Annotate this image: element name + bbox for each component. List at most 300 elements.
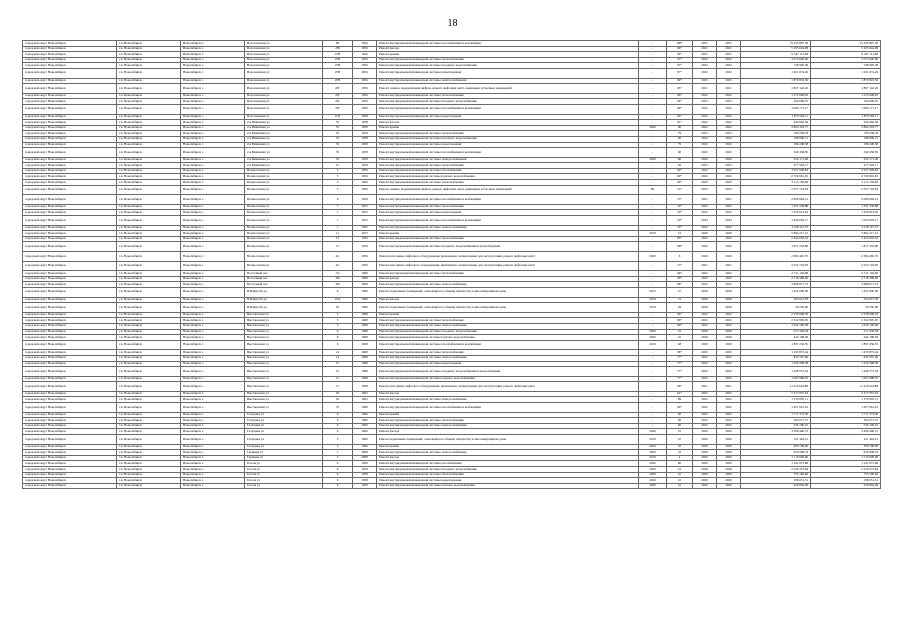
cell-build-year: 1960 bbox=[353, 435, 377, 445]
cell-finish-year: 2020 bbox=[717, 450, 741, 456]
cell-cost-fund: 300 708,00 bbox=[811, 444, 881, 450]
table-row bbox=[23, 382, 881, 392]
cell-street: Выставочная ул bbox=[245, 340, 323, 350]
cell-cost-fund: 536 190,01 bbox=[811, 423, 881, 429]
cell-cost-fund: 1 879 565,11 bbox=[811, 114, 881, 120]
cell-locality: Новосибирск г. bbox=[181, 329, 245, 335]
cell-finish-year: 2022 bbox=[717, 271, 741, 277]
cell-municipality: городской округ Новосибирск bbox=[23, 157, 117, 163]
cell-build-year: 1956 bbox=[353, 185, 377, 195]
cell-wear-percent: 96* bbox=[667, 52, 693, 58]
cell-house-number: 6 bbox=[323, 195, 353, 205]
cell-settlement: г.п. Новосибирск bbox=[117, 287, 181, 297]
cell-wear-percent: 60* bbox=[667, 168, 693, 174]
cell-cost-total: 2 454 045,52 bbox=[741, 236, 811, 242]
cell-cost-fund: 1 422 000,00 bbox=[811, 287, 881, 297]
cell-work-type: Ремонт внутридомовой инженерной системы газоснабжения и вентиляции bbox=[377, 104, 639, 114]
cell-municipality: городской округ Новосибирск bbox=[23, 271, 117, 277]
cell-settlement: г.п. Новосибирск bbox=[117, 57, 181, 63]
cell-cost-total: 1 570 087,11 bbox=[741, 397, 811, 403]
cell-finish-year: 2020 bbox=[717, 455, 741, 461]
cell-cost-fund: 1 201 674,26 bbox=[811, 68, 881, 78]
cell-work-type: Ремонт подвальных помещений, относящихся к общему имуществу в многоквартирном доме bbox=[377, 303, 639, 313]
cell-house-number: 6 bbox=[323, 329, 353, 335]
cell-finish-year: 2022 bbox=[717, 423, 741, 429]
cell-cost-total: 1 710 000,00 bbox=[741, 455, 811, 461]
cell-plan-year: 2020 bbox=[693, 472, 717, 478]
cell-build-year: 1968 bbox=[353, 403, 377, 413]
cell-wear-percent: 77* bbox=[667, 361, 693, 367]
cell-street: Н.Ванцетти ул bbox=[245, 297, 323, 303]
cell-cost-total: 1 341 873,68 bbox=[741, 461, 811, 467]
cell-locality: Новосибирск г. bbox=[181, 444, 245, 450]
cell-cost-fund: 11 419 624,88 bbox=[811, 382, 881, 392]
cell-plan-year: 2022 bbox=[693, 423, 717, 429]
cell-locality: Новосибирск г. bbox=[181, 478, 245, 484]
cell-finish-year: 2020 bbox=[717, 467, 741, 473]
cell-cost-total: 2 711 102,08 bbox=[741, 271, 811, 277]
cell-wear-percent: 60* bbox=[667, 180, 693, 186]
cell-work-type: Ремонт внутридомовой инженерной системы холодного водоснабжения bbox=[377, 467, 639, 473]
cell-wear-percent: 99* bbox=[667, 78, 693, 84]
cell-locality: Новосибирск г. bbox=[181, 120, 245, 126]
table-row bbox=[23, 340, 881, 350]
cell-work-type: Ремонт или замена лифтового оборудования, признанного непригодным для эксплуатации, ремонт лифтовых шахт bbox=[377, 261, 639, 271]
cell-house-number: 5 bbox=[323, 185, 353, 195]
cell-street: Вознесенская ул bbox=[245, 168, 323, 174]
table-row bbox=[23, 403, 881, 413]
cell-last-repair-year: - bbox=[639, 174, 667, 180]
cell-locality: Новосибирск г. bbox=[181, 335, 245, 341]
cell-finish-year: 2023 bbox=[717, 216, 741, 226]
cell-locality: Новосибирск г. bbox=[181, 252, 245, 262]
cell-plan-year: 2022 bbox=[693, 93, 717, 99]
cell-last-repair-year: - bbox=[639, 382, 667, 392]
cell-plan-year: 2020 bbox=[693, 252, 717, 262]
cell-work-type: Ремонт внутридомовой инженерной системы холодного водоснабжения и водоотведения bbox=[377, 242, 639, 252]
table-row bbox=[23, 435, 881, 445]
cell-wear-percent: 77* bbox=[667, 367, 693, 377]
cell-last-repair-year: 2020 bbox=[639, 450, 667, 456]
cell-finish-year: 2023 bbox=[717, 78, 741, 84]
cell-build-year: 1956 bbox=[353, 68, 377, 78]
cell-cost-total: 832 567,66 bbox=[741, 355, 811, 361]
cell-wear-percent: 15* bbox=[667, 261, 693, 271]
cell-cost-total: 504 013,78 bbox=[741, 297, 811, 303]
cell-municipality: городской округ Новосибирск bbox=[23, 355, 117, 361]
cell-wear-percent: 79 bbox=[667, 131, 693, 137]
cell-locality: Новосибирск г. bbox=[181, 78, 245, 84]
cell-last-repair-year: - bbox=[639, 104, 667, 114]
cell-cost-total: 1 359 914,95 bbox=[741, 210, 811, 216]
cell-work-type: Ремонт или замена лифтового оборудования, признанного непригодным для эксплуатации, ремонт лифтовых шахт bbox=[377, 252, 639, 262]
cell-cost-total: 708 258,78 bbox=[741, 131, 811, 137]
cell-work-type: Ремонт фасада bbox=[377, 276, 639, 282]
cell-street: Выставочная ул bbox=[245, 361, 323, 367]
cell-street: Выставочная ул bbox=[245, 323, 323, 329]
cell-cost-fund: 229 064,09 bbox=[811, 483, 881, 489]
cell-plan-year: 2020 bbox=[693, 231, 717, 237]
cell-municipality: городской округ Новосибирск bbox=[23, 180, 117, 186]
cell-street: 2-я Вишневая ул bbox=[245, 157, 323, 163]
cell-settlement: г.п. Новосибирск bbox=[117, 236, 181, 242]
cell-cost-fund: 3 573 640,66 bbox=[811, 57, 881, 63]
cell-last-repair-year: - bbox=[639, 63, 667, 69]
cell-settlement: г.п. Новосибирск bbox=[117, 131, 181, 137]
cell-plan-year: 2020 bbox=[693, 467, 717, 473]
cell-plan-year: 2022 bbox=[693, 210, 717, 216]
cell-municipality: городской округ Новосибирск bbox=[23, 329, 117, 335]
cell-wear-percent: 160* bbox=[667, 41, 693, 47]
cell-municipality: городской округ Новосибирск bbox=[23, 340, 117, 350]
cell-municipality: городской округ Новосибирск bbox=[23, 287, 117, 297]
cell-cost-total: 1 457 061,01 bbox=[741, 403, 811, 413]
cell-house-number: 5 bbox=[323, 435, 353, 445]
cell-house-number: 47В bbox=[323, 63, 353, 69]
cell-locality: Новосибирск г. bbox=[181, 397, 245, 403]
cell-last-repair-year: - bbox=[639, 242, 667, 252]
cell-cost-fund: 121 463,21 bbox=[811, 435, 881, 445]
cell-plan-year: 2020 bbox=[693, 297, 717, 303]
cell-work-type: Ремонт внутридомовой инженерной системы газоснабжения и вентиляции bbox=[377, 195, 639, 205]
cell-house-number: 55 bbox=[323, 142, 353, 148]
cell-work-type: Ремонт, замена, модернизация лифтов, ремонт лифтовых шахт, машинных и блочных помещений bbox=[377, 84, 639, 94]
cell-municipality: городской округ Новосибирск bbox=[23, 195, 117, 205]
cell-plan-year: 2020 bbox=[693, 329, 717, 335]
cell-last-repair-year: 2020 bbox=[639, 335, 667, 341]
cell-work-type: Ремонт внутридомовой инженерной системы электроснабжения bbox=[377, 282, 639, 288]
cell-work-type: Ремонт внутридомовой инженерной системы горячего водоснабжения bbox=[377, 174, 639, 180]
cell-wear-percent: 60 bbox=[667, 423, 693, 429]
cell-finish-year: 2022 bbox=[717, 361, 741, 367]
cell-municipality: городской округ Новосибирск bbox=[23, 57, 117, 63]
cell-wear-percent: 85* bbox=[667, 236, 693, 242]
cell-last-repair-year: - bbox=[639, 350, 667, 356]
table-row bbox=[23, 185, 881, 195]
cell-work-type: Ремонт внутридомовой инженерной системы горячего водоснабжения bbox=[377, 335, 639, 341]
cell-work-type: Ремонт крыши bbox=[377, 412, 639, 418]
cell-work-type: Ремонт внутридомовой инженерной системы теплоснабжения bbox=[377, 57, 639, 63]
cell-municipality: городской округ Новосибирск bbox=[23, 455, 117, 461]
cell-locality: Новосибирск г. bbox=[181, 435, 245, 445]
cell-finish-year: 2022 bbox=[717, 403, 741, 413]
cell-cost-fund: 59 250,00 bbox=[811, 303, 881, 313]
cell-street: Вознесенская ул bbox=[245, 242, 323, 252]
cell-work-type: Ремонт внутридомовой инженерной системы водоотведения bbox=[377, 210, 639, 216]
cell-cost-fund: 1 351 558,88 bbox=[811, 204, 881, 210]
cell-cost-fund: 1 233 873,44 bbox=[811, 350, 881, 356]
cell-municipality: городской округ Новосибирск bbox=[23, 467, 117, 473]
cell-wear-percent: 10 bbox=[667, 478, 693, 484]
cell-finish-year: 2022 bbox=[717, 242, 741, 252]
cell-build-year: 1958 bbox=[353, 120, 377, 126]
cell-house-number: 9 bbox=[323, 472, 353, 478]
cell-locality: Новосибирск г. bbox=[181, 467, 245, 473]
cell-house-number: 47В bbox=[323, 52, 353, 58]
cell-house-number: 3 bbox=[323, 174, 353, 180]
cell-house-number: 8 bbox=[323, 287, 353, 297]
cell-house-number: 55 bbox=[323, 120, 353, 126]
cell-last-repair-year: - bbox=[639, 261, 667, 271]
cell-finish-year: 2022 bbox=[717, 63, 741, 69]
cell-plan-year: 2023 bbox=[693, 216, 717, 226]
cell-municipality: городской округ Новосибирск bbox=[23, 350, 117, 356]
cell-cost-total: 630 908,53 bbox=[741, 450, 811, 456]
cell-plan-year: 2022 bbox=[693, 225, 717, 231]
cell-municipality: городской округ Новосибирск bbox=[23, 148, 117, 158]
cell-work-type: Ремонт внутридомовой инженерной системы теплоснабжения bbox=[377, 271, 639, 277]
cell-last-repair-year: - bbox=[639, 376, 667, 382]
cell-settlement: г.п. Новосибирск bbox=[117, 252, 181, 262]
cell-settlement: г.п. Новосибирск bbox=[117, 52, 181, 58]
cell-municipality: городской округ Новосибирск bbox=[23, 444, 117, 450]
cell-cost-total: 1 879 565,11 bbox=[741, 114, 811, 120]
cell-finish-year: 2022 bbox=[717, 148, 741, 158]
cell-build-year: 1960 bbox=[353, 423, 377, 429]
cell-wear-percent: 96* bbox=[667, 323, 693, 329]
cell-build-year: 1956 bbox=[353, 236, 377, 242]
cell-wear-percent: 99* bbox=[667, 104, 693, 114]
cell-municipality: городской округ Новосибирск bbox=[23, 63, 117, 69]
cell-cost-fund: 1 359 914,95 bbox=[811, 210, 881, 216]
cell-work-type: Ремонт внутридомовой инженерной системы горячего водоснабжения bbox=[377, 483, 639, 489]
cell-build-year: 1956 bbox=[353, 57, 377, 63]
cell-finish-year: 2022 bbox=[717, 350, 741, 356]
cell-last-repair-year: - bbox=[639, 323, 667, 329]
cell-house-number: 15 bbox=[323, 236, 353, 242]
cell-work-type: Ремонт или замена лифтового оборудования, признанного непригодным для эксплуатации, ремонт лифтовых шахт bbox=[377, 382, 639, 392]
cell-street: Восточный пос bbox=[245, 282, 323, 288]
cell-build-year: 1960 bbox=[353, 444, 377, 450]
cell-work-type: Ремонт внутридомовой инженерной системы водоотведения bbox=[377, 361, 639, 367]
cell-cost-fund: 6 769 991,65 bbox=[811, 174, 881, 180]
cell-build-year: 1968 bbox=[353, 323, 377, 329]
cell-cost-fund: 3 688 671,73 bbox=[811, 282, 881, 288]
cell-last-repair-year: 2019 bbox=[639, 297, 667, 303]
cell-cost-total: 2 068 904,12 bbox=[741, 195, 811, 205]
cell-locality: Новосибирск г. bbox=[181, 231, 245, 237]
cell-build-year: 1958 bbox=[353, 478, 377, 484]
cell-wear-percent: 60 bbox=[667, 148, 693, 158]
cell-build-year: 1956 bbox=[353, 242, 377, 252]
cell-work-type: Ремонт внутридомовой инженерной системы газоснабжения и вентиляции bbox=[377, 148, 639, 158]
cell-last-repair-year: - bbox=[639, 318, 667, 324]
cell-wear-percent: 47 bbox=[667, 287, 693, 297]
cell-work-type: Ремонт внутридомовой инженерной системы теплоснабжения bbox=[377, 204, 639, 210]
cell-build-year: 1968 bbox=[353, 329, 377, 335]
cell-municipality: городской округ Новосибирск bbox=[23, 429, 117, 435]
cell-build-year: 1968 bbox=[353, 340, 377, 350]
cell-locality: Новосибирск г. bbox=[181, 57, 245, 63]
cell-locality: Новосибирск г. bbox=[181, 318, 245, 324]
cell-build-year: 1958 bbox=[353, 148, 377, 158]
cell-municipality: городской округ Новосибирск bbox=[23, 412, 117, 418]
cell-last-repair-year: - bbox=[639, 114, 667, 120]
cell-locality: Новосибирск г. bbox=[181, 391, 245, 397]
cell-finish-year: 2021 bbox=[717, 261, 741, 271]
cell-last-repair-year: 2020 bbox=[639, 444, 667, 450]
table-body bbox=[23, 41, 881, 489]
cell-street: Волочаевская ул bbox=[245, 63, 323, 69]
cell-settlement: г.п. Новосибирск bbox=[117, 63, 181, 69]
cell-settlement: г.п. Новосибирск bbox=[117, 271, 181, 277]
cell-settlement: г.п. Новосибирск bbox=[117, 168, 181, 174]
cell-plan-year: 2022 bbox=[693, 312, 717, 318]
cell-municipality: городской округ Новосибирск bbox=[23, 236, 117, 242]
cell-cost-total: 2 718 368,00 bbox=[741, 276, 811, 282]
cell-work-type: Ремонт крыши bbox=[377, 231, 639, 237]
cell-work-type: Ремонт внутридомовой инженерной системы водоотведения bbox=[377, 68, 639, 78]
cell-cost-total: 442 198,49 bbox=[741, 335, 811, 341]
cell-street: Галущака ул bbox=[245, 412, 323, 418]
cell-work-type: Ремонт фасада bbox=[377, 46, 639, 52]
cell-plan-year: 2022 bbox=[693, 418, 717, 424]
cell-house-number: 9 bbox=[323, 423, 353, 429]
cell-municipality: городской округ Новосибирск bbox=[23, 41, 117, 47]
cell-street: Вознесенская ул bbox=[245, 216, 323, 226]
cell-settlement: г.п. Новосибирск bbox=[117, 210, 181, 216]
cell-locality: Новосибирск г. bbox=[181, 455, 245, 461]
cell-house-number: 27 bbox=[323, 163, 353, 169]
cell-finish-year: 2021 bbox=[717, 46, 741, 52]
cell-build-year: 1958 bbox=[353, 142, 377, 148]
cell-last-repair-year: - bbox=[639, 142, 667, 148]
cell-settlement: г.п. Новосибирск bbox=[117, 429, 181, 435]
cell-house-number: 18а bbox=[323, 276, 353, 282]
cell-street: Вознесенская ул bbox=[245, 180, 323, 186]
cell-last-repair-year: - bbox=[639, 355, 667, 361]
cell-house-number: 10/4 bbox=[323, 297, 353, 303]
cell-house-number: 9 bbox=[323, 412, 353, 418]
cell-street: Волочаевская ул bbox=[245, 84, 323, 94]
cell-cost-fund: 198 696,71 bbox=[811, 136, 881, 142]
cell-street: Выставочная ул bbox=[245, 329, 323, 335]
cell-municipality: городской округ Новосибирск bbox=[23, 142, 117, 148]
cell-municipality: городской округ Новосибирск bbox=[23, 323, 117, 329]
cell-municipality: городской округ Новосибирск bbox=[23, 68, 117, 78]
cell-municipality: городской округ Новосибирск bbox=[23, 104, 117, 114]
cell-finish-year: 2022 bbox=[717, 104, 741, 114]
cell-plan-year: 2021 bbox=[693, 382, 717, 392]
cell-cost-total: 1 807 142,26 bbox=[741, 84, 811, 94]
cell-last-repair-year: 2020 bbox=[639, 252, 667, 262]
cell-cost-fund: 630 908,53 bbox=[811, 450, 881, 456]
cell-last-repair-year: - bbox=[639, 99, 667, 105]
cell-build-year: 1956 bbox=[353, 93, 377, 99]
cell-settlement: г.п. Новосибирск bbox=[117, 367, 181, 377]
cell-plan-year: 2022 bbox=[693, 136, 717, 142]
cell-finish-year: 2022 bbox=[717, 93, 741, 99]
cell-municipality: городской округ Новосибирск bbox=[23, 93, 117, 99]
cell-house-number: 4/1 bbox=[323, 261, 353, 271]
cell-build-year: 1958 bbox=[353, 461, 377, 467]
cell-cost-fund: 2 711 102,08 bbox=[811, 271, 881, 277]
cell-finish-year: 2022 bbox=[717, 236, 741, 242]
cell-finish-year: 2020 bbox=[717, 303, 741, 313]
cell-finish-year: 2021 bbox=[717, 41, 741, 47]
cell-house-number: 7 bbox=[323, 210, 353, 216]
cell-work-type: Ремонт внутридомовой инженерной системы холодного водоснабжения bbox=[377, 63, 639, 69]
cell-last-repair-year: - bbox=[639, 163, 667, 169]
cell-house-number: 20 bbox=[323, 303, 353, 313]
cell-wear-percent: 2 bbox=[667, 455, 693, 461]
cell-plan-year: 2020 bbox=[693, 340, 717, 350]
cell-settlement: г.п. Новосибирск bbox=[117, 142, 181, 148]
cell-finish-year: 2020 bbox=[717, 287, 741, 297]
cell-cost-total: 1 422 000,00 bbox=[741, 287, 811, 297]
cell-build-year: 1956 bbox=[353, 41, 377, 47]
cell-settlement: г.п. Новосибирск bbox=[117, 136, 181, 142]
cell-cost-total: 434 992,36 bbox=[741, 120, 811, 126]
cell-last-repair-year: - bbox=[639, 78, 667, 84]
cell-settlement: г.п. Новосибирск bbox=[117, 418, 181, 424]
cell-cost-total: 277 592,17 bbox=[741, 163, 811, 169]
cell-settlement: г.п. Новосибирск bbox=[117, 216, 181, 226]
cell-wear-percent: 89 bbox=[667, 397, 693, 403]
cell-street: Выставочная ул bbox=[245, 318, 323, 324]
cell-house-number: 55 bbox=[323, 131, 353, 137]
table-row bbox=[23, 84, 881, 94]
cell-last-repair-year: - bbox=[639, 168, 667, 174]
cell-plan-year: 2022 bbox=[693, 323, 717, 329]
cell-wear-percent: 65 bbox=[667, 163, 693, 169]
cell-settlement: г.п. Новосибирск bbox=[117, 120, 181, 126]
cell-cost-fund: 2 252 724,95 bbox=[811, 261, 881, 271]
cell-cost-fund: 198 651,51 bbox=[811, 478, 881, 484]
cell-work-type: Ремонт внутридомовой инженерной системы газоснабжения bbox=[377, 461, 639, 467]
cell-municipality: городской округ Новосибирск bbox=[23, 174, 117, 180]
cell-plan-year: 2022 bbox=[693, 63, 717, 69]
cell-settlement: г.п. Новосибирск bbox=[117, 472, 181, 478]
cell-last-repair-year: 2019 bbox=[639, 340, 667, 350]
cell-build-year: 1968 bbox=[353, 282, 377, 288]
cell-wear-percent: 96* bbox=[667, 318, 693, 324]
cell-street: Волочаевская ул bbox=[245, 46, 323, 52]
cell-settlement: г.п. Новосибирск bbox=[117, 99, 181, 105]
cell-street: Волочаевская ул bbox=[245, 78, 323, 84]
cell-house-number: 55 bbox=[323, 136, 353, 142]
cell-cost-fund: 504 013,78 bbox=[811, 297, 881, 303]
cell-cost-total: 229 064,09 bbox=[741, 483, 811, 489]
cell-cost-fund: 3 308 460,72 bbox=[811, 429, 881, 435]
cell-street: Гаршина ул bbox=[245, 450, 323, 456]
cell-wear-percent: 10 bbox=[667, 472, 693, 478]
cell-build-year: 1952 bbox=[353, 204, 377, 210]
cell-settlement: г.п. Новосибирск bbox=[117, 303, 181, 313]
cell-house-number: 20 bbox=[323, 391, 353, 397]
cell-work-type: Ремонт внутридомовой инженерной системы теплоснабжения bbox=[377, 318, 639, 324]
cell-house-number: 55 bbox=[323, 148, 353, 158]
cell-house-number: 9 bbox=[323, 461, 353, 467]
cell-wear-percent: 60 bbox=[667, 157, 693, 163]
cell-locality: Новосибирск г. bbox=[181, 46, 245, 52]
cell-cost-fund: 5 894 217,21 bbox=[811, 231, 881, 237]
cell-finish-year: 2022 bbox=[717, 367, 741, 377]
cell-plan-year: 2022 bbox=[693, 376, 717, 382]
cell-municipality: городской округ Новосибирск bbox=[23, 312, 117, 318]
table-row bbox=[23, 242, 881, 252]
cell-finish-year: 2022 bbox=[717, 185, 741, 195]
cell-house-number: 7 bbox=[323, 204, 353, 210]
table-row bbox=[23, 303, 881, 313]
cell-build-year: 1960 bbox=[353, 412, 377, 418]
cell-build-year: 1968 bbox=[353, 355, 377, 361]
cell-wear-percent: 10 bbox=[667, 429, 693, 435]
cell-plan-year: 2022 bbox=[693, 131, 717, 137]
cell-locality: Новосибирск г. bbox=[181, 99, 245, 105]
cell-cost-total: 5 105 044,08 bbox=[741, 46, 811, 52]
cell-wear-percent: 79 bbox=[667, 142, 693, 148]
